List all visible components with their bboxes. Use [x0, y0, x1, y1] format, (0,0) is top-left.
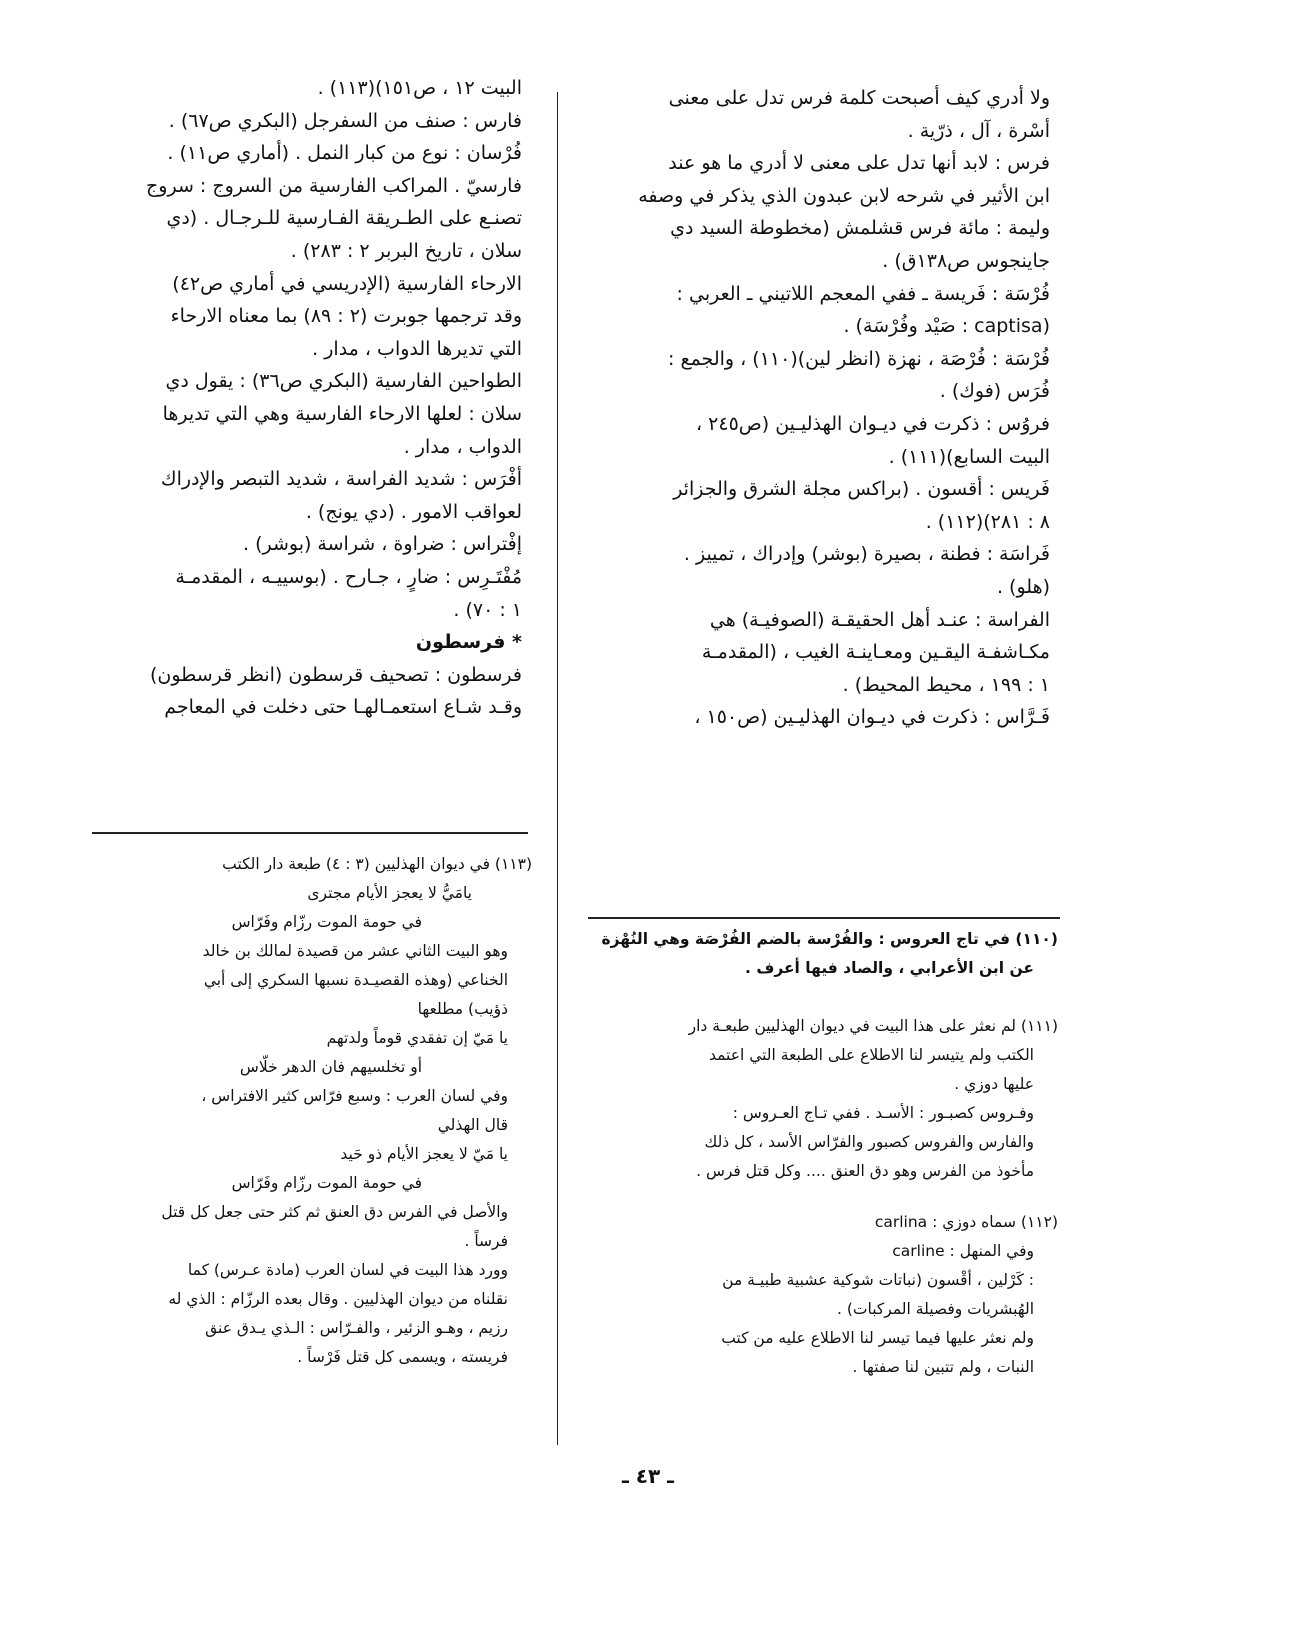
text-line: أسْرة ، آل ، ذرّية . — [907, 119, 1050, 142]
entry-line: فُرْسان : نوع من كبار النمل . (أماري ص١١) . — [167, 142, 522, 165]
text-line: مكـاشفـة اليقـين ومعـاينـة الغيب ، (المقدمـة — [701, 641, 1050, 664]
footnote-line: نقلناه من ديوان الهذليين . وقال بعده الرزّام : الذي له — [168, 1290, 508, 1308]
entry-line: الارحاء الفارسية (الإدريسي في أماري ص٤٢) — [172, 272, 522, 295]
text-line: (captisa : صَيْد وفُرْسَة) . — [843, 315, 1050, 338]
footnote-line: ذؤيب) مطلعها — [417, 1000, 508, 1018]
footnote-line: الهُبشريات وفصيلة المركبات) . — [837, 1300, 1034, 1318]
entry-line: فَـرَّاس : ذكرت في ديـوان الهذليـين (ص١٥٠ ، — [694, 706, 1050, 729]
footnote-line: (١١٢) سماه دوزي : carlina — [874, 1213, 1058, 1231]
footnote-line: : كَرْلين ، أقْسون (نباتات شوكية عشبية طبيـة من — [722, 1271, 1034, 1289]
entry-line: الطواحين الفارسية (البكري ص٣٦) : يقول دي — [165, 370, 522, 393]
text-line: لعواقب الامور . (دي يونج) . — [305, 500, 522, 523]
footnote-line: (١١١) لم نعثر على هذا البيت في ديوان الهذليين طبعـة دار — [688, 1017, 1058, 1035]
verse-line: في حومة الموت رزّام وفَرّاس — [231, 913, 422, 931]
footnote-line: وورد هذا البيت في لسان العرب (مادة عـرس) كما — [187, 1261, 508, 1279]
page-number: ـ ٤٣ ـ — [621, 1464, 675, 1488]
text-line: ١ : ١٩٩ ، محيط المحيط) . — [842, 673, 1050, 696]
text-line: سلان ، تاريخ البربر ٢ : ٢٨٣) . — [290, 239, 522, 262]
entry-line: فُرْسَة : فُرْصَة ، نهزة (انظر لين)(١١٠) ، والجمع : — [668, 347, 1050, 370]
footnote-line: ولم نعثر عليها فيما تيسر لنا الاطلاع عليه من كتب — [721, 1329, 1034, 1347]
entry-line: فارس : صنف من السفرجل (البكري ص٦٧) . — [168, 109, 522, 132]
verse-line: يامَيُّ لا يعجز الأيام مجترى — [307, 884, 472, 902]
footnote-110 — [600, 925, 1058, 983]
footnote-111 — [600, 1012, 1058, 1186]
footnote-line: (١١٣) في ديوان الهذليين (٣ : ٤) طبعة دار الكتب — [222, 855, 532, 873]
text-line: وقـد شـاع استعمـالهـا حتى دخلت في المعاجم — [164, 696, 522, 719]
verse-line: أو تخلسيهم فان الدهر خلّاس — [239, 1058, 422, 1076]
text-line: التي تديرها الدواب ، مدار . — [312, 337, 522, 360]
footnote-line: مأخوذ من الفرس وهو دق العنق .... وكل قتل فرس . — [696, 1162, 1034, 1180]
entry-line: فَريس : أقسون . (براكس مجلة الشرق والجزائر — [673, 478, 1050, 501]
footnote-line: عليها دوزي . — [954, 1075, 1034, 1093]
text-line: ولا أدري كيف أصبحت كلمة فرس تدل على معنى — [668, 87, 1050, 109]
text-line: سلان : لعلها الارحاء الفارسية وهي التي تديرها — [162, 402, 522, 425]
entry-line: فرسطون : تصحيف قرسطون (انظر قرسطون) — [149, 663, 522, 686]
text-line: جاينجوس ص١٣٨ق) . — [882, 249, 1050, 272]
text-line: الدواب ، مدار . — [403, 435, 522, 458]
footnote-113 — [90, 850, 532, 1372]
footnote-line: قال الهذلي — [437, 1116, 508, 1134]
verse-line: يا مَيّ لا يعجز الأيام ذو حَيد — [340, 1145, 508, 1163]
footnote-line: وفي لسان العرب : وسبع فرّاس كثير الافتراس ، — [201, 1087, 508, 1105]
text-line: البيت ١٢ ، ص١٥١)(١١٣) . — [317, 77, 522, 99]
footnote-112 — [600, 1208, 1058, 1382]
text-line: وليمة : مائة فرس قشلمش (مخطوطة السيد دي — [670, 217, 1050, 240]
footnote-line: فريسته ، ويسمى كل قتل فَرْساً . — [297, 1348, 508, 1366]
footnote-rule — [92, 832, 528, 834]
footnote-line: عن ابن الأعرابي ، والصاد فيها أعرف . — [745, 959, 1034, 977]
entry-line: إفْتراس : ضراوة ، شراسة (بوشر) . — [242, 533, 522, 556]
footnote-rule — [588, 917, 1060, 919]
footnote-line: رزيم ، وهـو الزئير ، والفـرّاس : الـذي يـدق عنق — [205, 1319, 508, 1337]
text-line: وقد ترجمها جوبرت (٢ : ٨٩) بما معناه الارحاء — [170, 305, 522, 328]
footnote-line: (١١٠) في تاج العروس : والفُرْسة بالضم الفُرْصَة وهي النُهْزة — [601, 930, 1058, 948]
text-line: البيت السابع)(١١١) . — [888, 445, 1050, 468]
left-column — [90, 72, 522, 724]
verse-line: يا مَيّ إن تفقدي قوماً ولدتهم — [326, 1029, 508, 1047]
footnote-line: وهو البيت الثاني عشر من قصيدة لمالك بن خالد — [202, 942, 508, 960]
text-line: ابن الأثير في شرحه لابن عبدون الذي يذكر في وصفه — [638, 184, 1050, 207]
entry-line: الفراسة : عنـد أهل الحقيقـة (الصوفيـة) هي — [709, 608, 1050, 631]
entry-line: أفْرَس : شديد الفراسة ، شديد التبصر والإدراك — [160, 468, 522, 491]
verse-line: في حومة الموت رزّام وفَرّاس — [231, 1174, 422, 1192]
footnote-line: وفي المنهل : carline — [892, 1242, 1034, 1260]
entry-line: فروُس : ذكرت في ديـوان الهذليـين (ص٢٤٥ ، — [696, 412, 1050, 435]
text-line: (هلو) . — [996, 575, 1050, 598]
footnote-line: والأصل في الفرس دق العنق ثم كثر حتى جعل كل قتل — [161, 1203, 508, 1221]
text-line: فُرَس (فوك) . — [939, 380, 1050, 403]
text-line: تصنـع على الطـريقة الفـارسية للـرجـال . (دي — [166, 207, 522, 230]
footnote-line: والفارس والفروس كصبور والفرّاس الأسد ، كل ذلك — [704, 1133, 1034, 1151]
footnote-line: النبات ، ولم تتبين لنا صفتها . — [852, 1358, 1034, 1376]
right-column — [598, 82, 1050, 734]
entry-line: فارسيّ . المراكب الفارسية من السروج : سروج — [146, 174, 522, 197]
text-line: فرس : لابد أنها تدل على معنى لا أدري ما هو عند — [668, 152, 1050, 175]
footnote-line: فرساً . — [464, 1232, 508, 1250]
entry-line: فُرْسَة : فَريسة ـ ففي المعجم اللاتيني ـ العربي : — [676, 282, 1050, 305]
footnote-line: الكتب ولم يتيسر لنا الاطلاع على الطبعة التي اعتمد — [708, 1046, 1034, 1064]
section-heading: * فرسطون — [415, 631, 522, 654]
text-line: ٨ : ٢٨١)(١١٢) . — [925, 510, 1050, 533]
entry-line: مُفْتَـرِس : ضارٍ ، جـارح . (بوسييـه ، المقدمـة — [175, 565, 522, 588]
text-line: ١ : ٧٠) . — [453, 598, 522, 621]
column-divider — [557, 92, 558, 1445]
entry-line: فَراسَة : فطنة ، بصيرة (بوشر) وإدراك ، تمييز . — [683, 543, 1050, 566]
footnote-line: الخناعي (وهذه القصيـدة نسبها السكري إلى أبي — [203, 971, 508, 989]
footnote-line: وفـروس كصبـور : الأسـد . ففي تـاج العـروس : — [732, 1104, 1034, 1122]
